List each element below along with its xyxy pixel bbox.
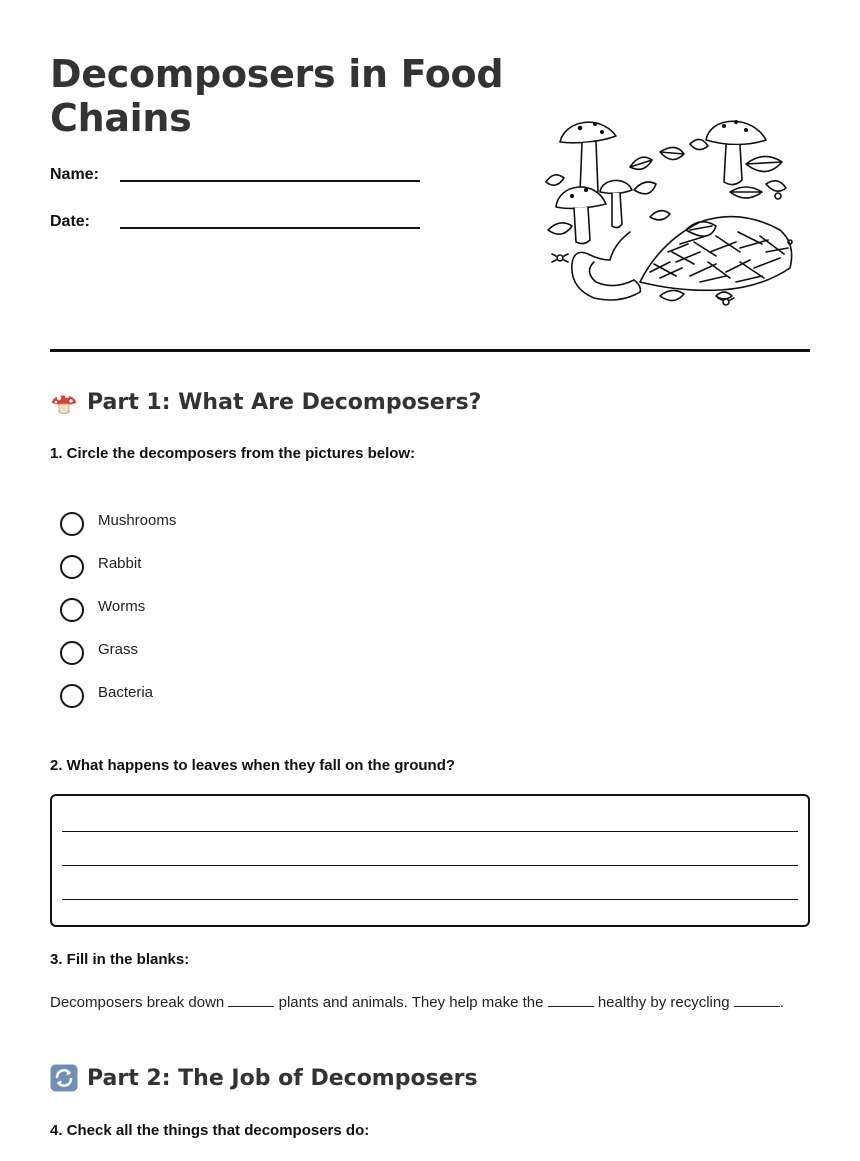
- sentence-part: plants and animals. They help make the: [278, 994, 544, 1011]
- option-circle[interactable]: [60, 512, 84, 536]
- option-label: Worms: [98, 598, 146, 615]
- leaf: [766, 181, 786, 191]
- answer-line: [62, 831, 798, 832]
- date-field: [50, 213, 430, 243]
- mushroom-stem: [724, 145, 742, 185]
- leaf: [630, 157, 652, 169]
- option-label: Mushrooms: [98, 512, 177, 529]
- option-worms: [60, 594, 360, 637]
- sentence-part: .: [779, 994, 784, 1011]
- question-2: 2. What happens to leaves when they fall on the ground?: [50, 757, 456, 774]
- cycle-arrows-icon: [50, 1064, 78, 1092]
- option-circle[interactable]: [60, 598, 84, 622]
- decomposer-options: [60, 508, 360, 723]
- bug: [557, 255, 563, 261]
- bug: [723, 299, 729, 305]
- page-title: Decomposers in Food Chains: [50, 52, 504, 140]
- name-input-line[interactable]: [120, 180, 420, 182]
- name-field: [50, 166, 430, 196]
- blank-2[interactable]: [548, 992, 594, 1007]
- leaf: [660, 290, 684, 300]
- leaf: [730, 187, 762, 198]
- answer-box[interactable]: [50, 794, 810, 927]
- header-divider: [50, 349, 810, 352]
- option-circle[interactable]: [60, 684, 84, 708]
- leaf: [660, 147, 684, 159]
- part2-heading-text: Part 2: The Job of Decomposers: [87, 1065, 478, 1091]
- mushroom-cap: [706, 121, 766, 144]
- option-grass: [60, 637, 360, 680]
- answer-line: [62, 899, 798, 900]
- date-input-line[interactable]: [120, 227, 420, 229]
- sentence-part: Decomposers break down: [50, 994, 225, 1011]
- mushroom-cap: [560, 122, 616, 143]
- part2-heading: [50, 1064, 478, 1092]
- option-circle[interactable]: [60, 555, 84, 579]
- leaf: [546, 175, 564, 185]
- name-label: Name:: [50, 166, 99, 183]
- option-rabbit: [60, 551, 360, 594]
- part1-heading: [50, 388, 481, 416]
- decomposers-illustration: [540, 112, 800, 317]
- option-label: Rabbit: [98, 555, 142, 572]
- option-circle[interactable]: [60, 641, 84, 665]
- mushroom-stem: [612, 193, 622, 228]
- answer-line: [62, 865, 798, 866]
- leaf: [690, 139, 708, 149]
- sentence-part: healthy by recycling: [597, 994, 730, 1011]
- leaf: [746, 156, 782, 171]
- option-bacteria: [60, 680, 360, 723]
- mushroom-icon: [50, 388, 78, 416]
- fill-in-sentence: [50, 990, 790, 1016]
- leaf: [548, 223, 572, 234]
- bug: [788, 240, 792, 244]
- leaf: [686, 222, 716, 236]
- date-label: Date:: [50, 213, 91, 230]
- blank-1[interactable]: [228, 992, 274, 1007]
- bug: [775, 193, 781, 199]
- leaf: [650, 211, 670, 220]
- option-label: Bacteria: [98, 684, 154, 701]
- question-4: 4. Check all the things that decomposers do:: [50, 1122, 370, 1139]
- mushroom-cap: [600, 180, 632, 193]
- option-mushrooms: [60, 508, 360, 551]
- leaf: [634, 182, 656, 194]
- mushroom-stem: [574, 207, 590, 244]
- blank-3[interactable]: [734, 992, 780, 1007]
- part1-heading-text: Part 1: What Are Decomposers?: [87, 389, 482, 415]
- option-label: Grass: [98, 641, 139, 658]
- question-3: 3. Fill in the blanks:: [50, 951, 190, 968]
- question-1: 1. Circle the decomposers from the pictures below:: [50, 445, 416, 462]
